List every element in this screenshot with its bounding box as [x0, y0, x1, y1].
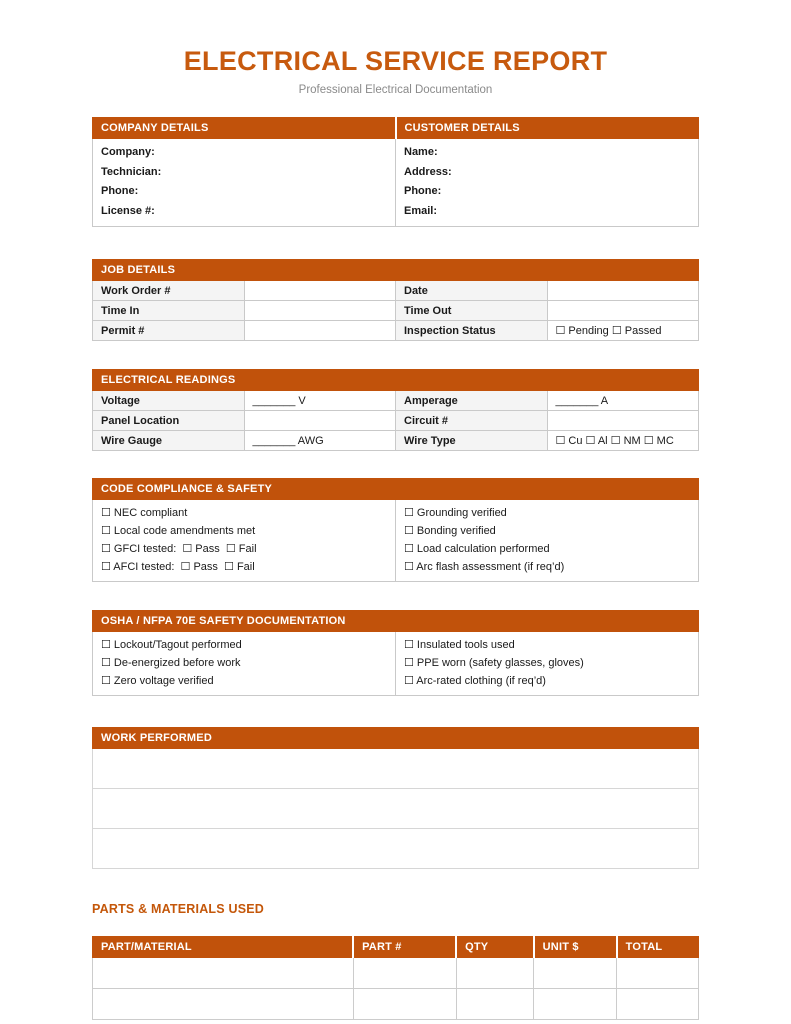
wire-gauge-value-cell[interactable]: _______ AWG — [244, 431, 396, 451]
panel-location-label: Panel Location — [93, 411, 245, 431]
job-details-header: JOB DETAILS — [93, 260, 699, 281]
parts-materials-heading: PARTS & MATERIALS USED — [92, 902, 264, 916]
wire-gauge-label: Wire Gauge — [93, 431, 245, 451]
company-phone-field-label: Phone: — [101, 185, 139, 197]
checkbox-grounding-verified[interactable]: ☐ Grounding verified — [404, 507, 507, 519]
checkbox-load-calculation[interactable]: ☐ Load calculation performed — [404, 543, 550, 555]
time-out-value-cell[interactable] — [547, 301, 699, 321]
checkbox-de-energized[interactable]: ☐ De-energized before work — [101, 657, 241, 669]
inspection-status-label: Inspection Status — [396, 321, 548, 341]
time-in-label: Time In — [93, 301, 245, 321]
checkbox-bonding-verified[interactable]: ☐ Bonding verified — [404, 525, 496, 537]
wire-type-label: Wire Type — [396, 431, 548, 451]
work-performed-header: WORK PERFORMED — [93, 728, 699, 749]
checkbox-ppe-worn[interactable]: ☐ PPE worn (safety glasses, gloves) — [404, 657, 584, 669]
part-number-cell[interactable] — [353, 958, 456, 989]
work-performed-row-2[interactable] — [93, 789, 699, 829]
date-label: Date — [396, 281, 548, 301]
work-order-label: Work Order # — [93, 281, 245, 301]
panel-location-value-cell[interactable] — [244, 411, 396, 431]
electrical-readings-header: ELECTRICAL READINGS — [93, 370, 699, 391]
company-details-cell[interactable] — [93, 139, 396, 227]
col-header-unit-price: UNIT $ — [534, 937, 617, 958]
checkbox-insulated-tools[interactable]: ☐ Insulated tools used — [404, 639, 515, 651]
work-performed-row-3[interactable] — [93, 829, 699, 869]
checkbox-arc-rated-clothing[interactable]: ☐ Arc-rated clothing (if req’d) — [404, 675, 546, 687]
amperage-value-cell[interactable]: _______ A — [547, 391, 699, 411]
parts-row — [93, 989, 699, 1020]
parts-materials-table — [92, 936, 699, 1020]
work-performed-row-1[interactable] — [93, 749, 699, 789]
compliance-left-column — [93, 500, 396, 582]
osha-left-column — [93, 632, 396, 696]
osha-safety-header: OSHA / NFPA 70E SAFETY DOCUMENTATION — [93, 611, 699, 632]
time-out-label: Time Out — [396, 301, 548, 321]
part-number-cell[interactable] — [353, 989, 456, 1020]
checkbox-arc-flash[interactable]: ☐ Arc flash assessment (if req’d) — [404, 561, 565, 573]
checkbox-nec-compliant[interactable]: ☐ NEC compliant — [101, 507, 188, 519]
wire-type-checkboxes[interactable]: ☐ Cu ☐ Al ☐ NM ☐ MC — [547, 431, 699, 451]
col-header-total: TOTAL — [617, 937, 699, 958]
unit-price-cell[interactable] — [534, 989, 617, 1020]
qty-cell[interactable] — [456, 958, 534, 989]
checkbox-local-code[interactable]: ☐ Local code amendments met — [101, 525, 256, 537]
checkbox-afci-tested[interactable]: ☐ AFCI tested: ☐ Pass ☐ Fail — [101, 561, 255, 573]
unit-price-cell[interactable] — [534, 958, 617, 989]
voltage-value-cell[interactable]: _______ V — [244, 391, 396, 411]
part-material-cell[interactable] — [93, 958, 354, 989]
customer-name-field-label: Name: — [404, 146, 438, 158]
customer-phone-field-label: Phone: — [404, 185, 442, 197]
page-title: ELECTRICAL SERVICE REPORT — [183, 46, 608, 76]
parts-row — [93, 958, 699, 989]
total-cell[interactable] — [617, 958, 699, 989]
checkbox-zero-voltage[interactable]: ☐ Zero voltage verified — [101, 675, 214, 687]
customer-email-field-label: Email: — [404, 204, 438, 217]
permit-label: Permit # — [93, 321, 245, 341]
permit-value-cell[interactable] — [244, 321, 396, 341]
osha-right-column — [396, 632, 699, 696]
col-header-part-material: PART/MATERIAL — [93, 937, 354, 958]
time-in-value-cell[interactable] — [244, 301, 396, 321]
checkbox-lockout-tagout[interactable]: ☐ Lockout/Tagout performed — [101, 639, 242, 651]
electrical-readings-table — [92, 369, 699, 451]
page-subtitle: Professional Electrical Documentation — [298, 84, 493, 96]
col-header-qty: QTY — [456, 937, 534, 958]
company-details-header: COMPANY DETAILS — [93, 118, 396, 139]
code-compliance-table — [92, 478, 699, 582]
amperage-label: Amperage — [396, 391, 548, 411]
checkbox-gfci-tested[interactable]: ☐ GFCI tested: ☐ Pass ☐ Fail — [101, 543, 257, 555]
inspection-status-checkboxes[interactable]: ☐ Pending ☐ Passed — [547, 321, 699, 341]
date-value-cell[interactable] — [547, 281, 699, 301]
col-header-part-number: PART # — [353, 937, 456, 958]
voltage-label: Voltage — [93, 391, 245, 411]
customer-details-cell[interactable] — [396, 139, 699, 227]
license-field-label: License #: — [101, 204, 155, 217]
osha-safety-table — [92, 610, 699, 696]
work-performed-table — [92, 727, 699, 869]
qty-cell[interactable] — [456, 989, 534, 1020]
code-compliance-header: CODE COMPLIANCE & SAFETY — [93, 479, 699, 500]
compliance-right-column — [396, 500, 699, 582]
total-cell[interactable] — [617, 989, 699, 1020]
company-customer-table — [92, 117, 699, 227]
part-material-cell[interactable] — [93, 989, 354, 1020]
circuit-label: Circuit # — [396, 411, 548, 431]
job-details-table — [92, 259, 699, 341]
work-order-value-cell[interactable] — [244, 281, 396, 301]
technician-field-label: Technician: — [101, 165, 162, 178]
customer-address-field-label: Address: — [404, 165, 452, 178]
circuit-value-cell[interactable] — [547, 411, 699, 431]
customer-details-header: CUSTOMER DETAILS — [396, 118, 699, 139]
company-field-label: Company: — [101, 146, 155, 158]
